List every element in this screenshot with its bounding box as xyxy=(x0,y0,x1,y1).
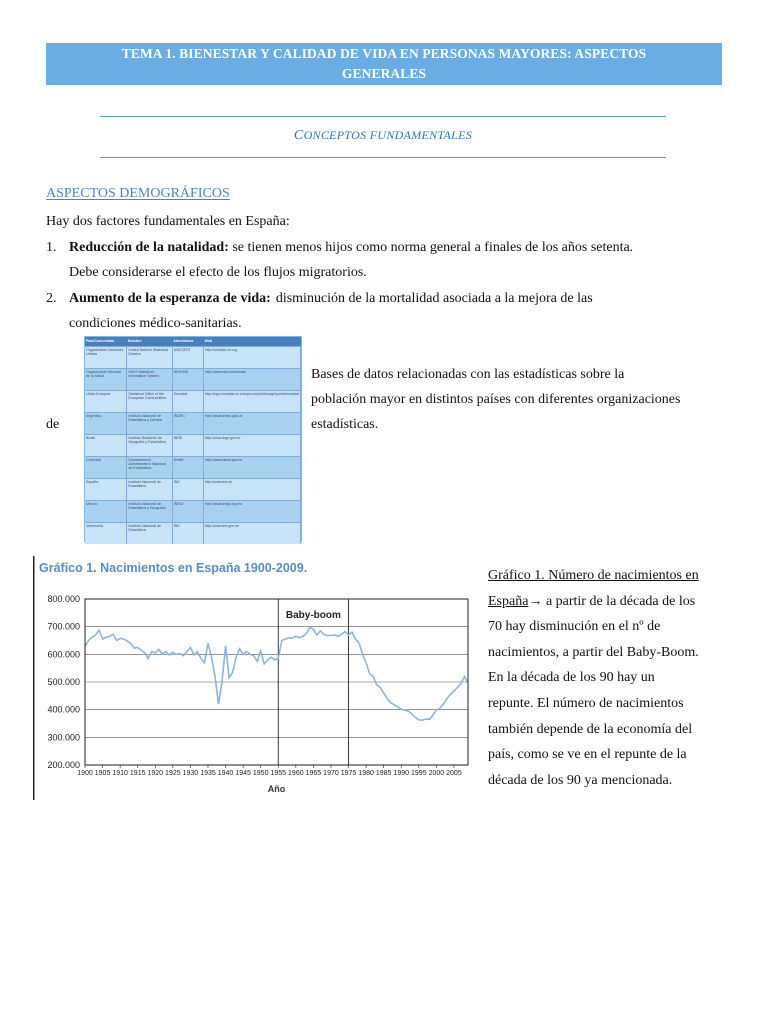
y-tick-label: 400.000 xyxy=(47,704,80,715)
list-item-1-text: se tienen menos hijos como norma general a finales de los años setenta. xyxy=(228,240,634,255)
births-chart xyxy=(33,556,477,800)
x-tick-label: 1900 xyxy=(77,770,93,777)
caption-line3: 70 hay disminución en el nº de xyxy=(488,619,661,635)
table-cell: http://www.ine.gov.ve xyxy=(204,523,301,545)
list-item-1-line1 xyxy=(69,235,721,260)
chart-caption xyxy=(488,563,721,793)
table-header-cell: Nombre xyxy=(127,337,172,347)
databases-table-image xyxy=(84,336,302,542)
chart-x-ticks xyxy=(77,765,462,777)
table-cell: http://www.ibge.gov.br xyxy=(204,435,301,457)
caption-line5: En la década de los 90 hay un xyxy=(488,670,655,686)
table-row xyxy=(85,369,301,391)
table-cell: United Nations Statistical Division xyxy=(127,347,172,369)
table-cell: DANE xyxy=(172,457,203,479)
chart-title: Gráfico 1. Nacimientos en España 1900-2009. xyxy=(39,561,308,575)
databases-text-line1: Bases de datos relacionadas con las estadísticas sobre la xyxy=(311,367,625,382)
x-tick-label: 1920 xyxy=(147,770,164,777)
list-item-2-text xyxy=(271,286,721,311)
list-item-number: 2. xyxy=(46,291,57,306)
x-tick-label: 1935 xyxy=(200,770,216,777)
births-chart-svg xyxy=(33,556,477,800)
table-cell: Instituto Nacional de Estadística y Censos xyxy=(127,413,172,435)
caption-line2 xyxy=(488,589,721,615)
table-cell: INE xyxy=(172,479,203,501)
arrow-icon: → xyxy=(528,593,543,609)
table-cell: http://epp.eurostat.ec.europa.eu/portal/page/portal/eurostat xyxy=(204,391,301,413)
table-cell: IBGE xyxy=(172,435,203,457)
table-cell: Organización Mundial de la Salud xyxy=(85,369,127,391)
table-cell: Departamento Administrativo Nacional de Estadística xyxy=(127,457,172,479)
table-header-row xyxy=(85,337,301,347)
y-tick-label: 300.000 xyxy=(47,732,80,743)
table-cell: Venezuela xyxy=(85,523,127,545)
y-tick-label: 800.000 xyxy=(47,594,80,604)
x-tick-label: 1995 xyxy=(411,770,427,777)
caption-line9: década de los 90 ya mencionada. xyxy=(488,772,673,788)
chart-grid xyxy=(85,599,468,765)
table-cell: Brasil xyxy=(85,435,127,457)
x-tick-label: 1980 xyxy=(358,770,374,777)
chart-x-label: Año xyxy=(267,784,286,794)
table-cell: Unión Europea xyxy=(85,391,127,413)
y-tick-label: 500.000 xyxy=(47,677,80,687)
databases-table xyxy=(85,337,301,544)
x-tick-label: 1950 xyxy=(252,770,269,777)
table-cell: Colombia xyxy=(85,457,127,479)
caption-line1 xyxy=(488,563,721,589)
x-tick-label: 1925 xyxy=(165,770,181,777)
table-row xyxy=(85,457,301,479)
header-title xyxy=(46,44,722,84)
x-tick-label: 1990 xyxy=(393,770,410,777)
list-item-1-line2: Debe considerarse el efecto de los flujos migratorios. xyxy=(69,265,367,280)
x-tick-label: 1930 xyxy=(182,770,199,777)
table-cell: UNSTATS xyxy=(172,347,203,369)
table-cell: WHOSIS xyxy=(172,369,203,391)
list-item-2-text-content: disminución de la mortalidad asociada a la mejora de las xyxy=(275,291,593,306)
x-tick-label: 1960 xyxy=(288,770,304,777)
table-row xyxy=(85,413,301,435)
table-cell: Statistical Office of the European Communities xyxy=(127,391,172,413)
caption-line1-text: Gráfico 1. Número de nacimientos en xyxy=(488,568,699,583)
subtitle-rule-top xyxy=(100,116,666,117)
caption-line2-text: a partir de la década de los xyxy=(542,593,696,609)
list-item-number: 1. xyxy=(46,240,57,255)
databases-text-line3: estadísticas. xyxy=(311,417,379,432)
subtitle-initial: C xyxy=(293,128,304,143)
list-item-1-bold: Reducción de la natalidad: xyxy=(69,240,229,255)
table-cell: http://www.indec.gob.ar xyxy=(204,413,301,435)
y-tick-label: 700.000 xyxy=(47,621,80,632)
table-cell: INDEC xyxy=(172,413,203,435)
x-tick-label: 1940 xyxy=(217,770,234,777)
x-tick-label: 2005 xyxy=(446,770,462,777)
table-cell: Instituto Nacional de Estadística y Geografía xyxy=(127,501,172,523)
table-cell: Instituto Brasileño de Geografía y Estadística xyxy=(127,435,172,457)
header-title-line2: GENERALES xyxy=(341,66,427,81)
table-cell: Instituto Nacional de Estadística xyxy=(127,479,172,501)
list-item-2-line1 xyxy=(69,286,721,311)
table-cell: México xyxy=(85,501,127,523)
table-cell: http://www.inegi.org.mx xyxy=(204,501,301,523)
x-tick-label: 1905 xyxy=(94,770,111,777)
x-tick-label: 1945 xyxy=(235,770,251,777)
x-tick-label: 2000 xyxy=(428,770,445,777)
table-cell: WHO Statistical Information System xyxy=(127,369,172,391)
databases-left-word: de xyxy=(46,417,60,432)
x-tick-label: 1915 xyxy=(129,770,146,777)
y-tick-label: 200.000 xyxy=(47,760,80,770)
caption-line6: repunte. El número de nacimientos xyxy=(488,695,684,711)
x-tick-label: 1910 xyxy=(112,770,128,777)
x-tick-label: 1970 xyxy=(323,770,339,777)
table-cell: INE xyxy=(172,523,203,545)
table-row xyxy=(85,501,301,523)
table-cell: INEGI xyxy=(172,501,203,523)
section-intro: Hay dos factores fundamentales en España: xyxy=(46,214,290,229)
caption-line4: nacimientos, a partir del Baby-Boom. xyxy=(488,644,699,660)
table-body xyxy=(85,347,301,545)
table-cell: Organización Naciones Unidas xyxy=(85,347,127,369)
table-row xyxy=(85,523,301,545)
table-cell: España xyxy=(85,479,127,501)
section-heading: ASPECTOS DEMOGRÁFICOS xyxy=(46,186,230,201)
table-row xyxy=(85,347,301,369)
table-row xyxy=(85,435,301,457)
list-item-2-line2: condiciones médico-sanitarias. xyxy=(69,316,242,331)
x-tick-label: 1955 xyxy=(270,770,287,777)
table-header-cell: Web xyxy=(204,337,301,347)
caption-line7: también depende de la economía del xyxy=(488,721,693,737)
table-cell: http://www.who.int/whosis xyxy=(204,369,301,391)
list-item-2-bold: Aumento de la esperanza de vida: xyxy=(69,291,271,306)
table-cell: http://unstats.un.org xyxy=(204,347,301,369)
header-title-line1: TEMA 1. BIENESTAR Y CALIDAD DE VIDA EN PERSONAS MAYORES: ASPECTOS xyxy=(121,46,647,61)
caption-country: España xyxy=(488,593,529,609)
chart-left-border xyxy=(33,556,35,800)
chart-y-ticks xyxy=(47,594,80,770)
subtitle-rest: ONCEPTOS FUNDAMENTALES xyxy=(303,128,473,142)
x-tick-label: 1985 xyxy=(375,770,392,777)
table-cell: Instituto Nacional de Estadística xyxy=(127,523,172,545)
table-cell: Eurostat xyxy=(172,391,203,413)
table-header-cell: Abreviatura xyxy=(172,337,203,347)
subtitle-rule-bottom xyxy=(100,157,666,158)
table-cell: http://www.dane.gov.co xyxy=(204,457,301,479)
y-tick-label: 600.000 xyxy=(47,649,80,660)
section-subtitle xyxy=(100,128,666,144)
table-row xyxy=(85,391,301,413)
births-series-line xyxy=(85,627,468,720)
table-cell: http://www.ine.es xyxy=(204,479,301,501)
table-row xyxy=(85,479,301,501)
caption-line8: país, como se ve en el repunte de la xyxy=(488,747,687,763)
x-tick-label: 1975 xyxy=(340,770,357,777)
table-cell: Argentina xyxy=(85,413,127,435)
table-header-cell: País/Comunidad xyxy=(85,337,127,347)
databases-text-line2: población mayor en distintos países con diferentes organizaciones xyxy=(311,392,681,407)
baby-boom-label: Baby-boom xyxy=(285,610,341,621)
x-tick-label: 1965 xyxy=(305,770,322,777)
